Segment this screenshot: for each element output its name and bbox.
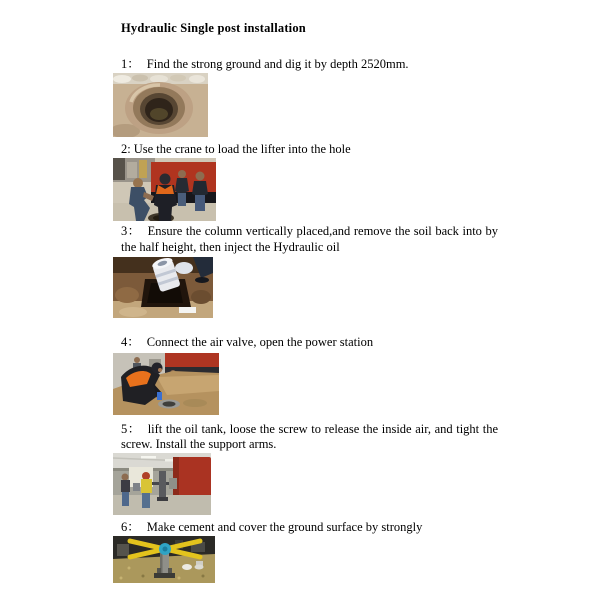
step-5-instruction: lift the oil tank, loose the screw to release the inside air, and tight the screw. Install the support arms. <box>121 421 498 451</box>
step-5 <box>113 422 513 515</box>
crane-loading-photo-graphic <box>113 158 216 221</box>
step-1-number: 1： <box>121 57 140 71</box>
step-2-instruction: Use the crane to load the lifter into the hole <box>133 141 351 156</box>
step-5-photo <box>113 453 513 515</box>
air-valve-photo-graphic <box>113 353 219 415</box>
step-2-number: 2: <box>121 141 131 156</box>
document-title: Hydraulic Single post installation <box>121 21 306 35</box>
step-3-text <box>113 224 498 255</box>
step-4-number: 4： <box>121 335 140 349</box>
step-6-number: 6： <box>121 519 140 534</box>
step-6-text <box>113 520 498 536</box>
workshop-support-arms-photo-graphic <box>113 453 211 515</box>
step-3-photo <box>113 257 513 318</box>
step-4 <box>113 335 513 415</box>
step-5-number: 5： <box>121 421 141 436</box>
step-4-text <box>113 335 498 351</box>
document-page <box>113 20 513 583</box>
step-3-instruction: Ensure the column vertically placed,and remove the soil back into by the half height, then inject the Hydraulic oil <box>121 224 498 254</box>
dug-hole-photo-graphic <box>113 73 208 137</box>
step-4-instruction: Connect the air valve, open the power station <box>146 335 374 349</box>
step-1-instruction: Find the strong ground and dig it by depth 2520mm. <box>146 57 409 71</box>
step-4-photo <box>113 353 513 415</box>
step-6 <box>113 520 513 584</box>
step-3 <box>113 224 513 318</box>
column-in-hole-photo-graphic <box>113 257 213 318</box>
step-5-text <box>113 422 498 453</box>
step-1-photo <box>113 73 513 137</box>
installed-post-photo-graphic <box>113 536 215 583</box>
step-2-photo <box>113 158 513 221</box>
step-6-instruction: Make cement and cover the ground surface by strongly <box>146 519 423 534</box>
step-1-text <box>113 57 498 73</box>
step-1 <box>113 57 513 137</box>
step-2-text <box>113 142 498 158</box>
step-6-photo <box>113 536 513 583</box>
step-2 <box>113 142 513 222</box>
step-3-number: 3： <box>121 224 141 238</box>
